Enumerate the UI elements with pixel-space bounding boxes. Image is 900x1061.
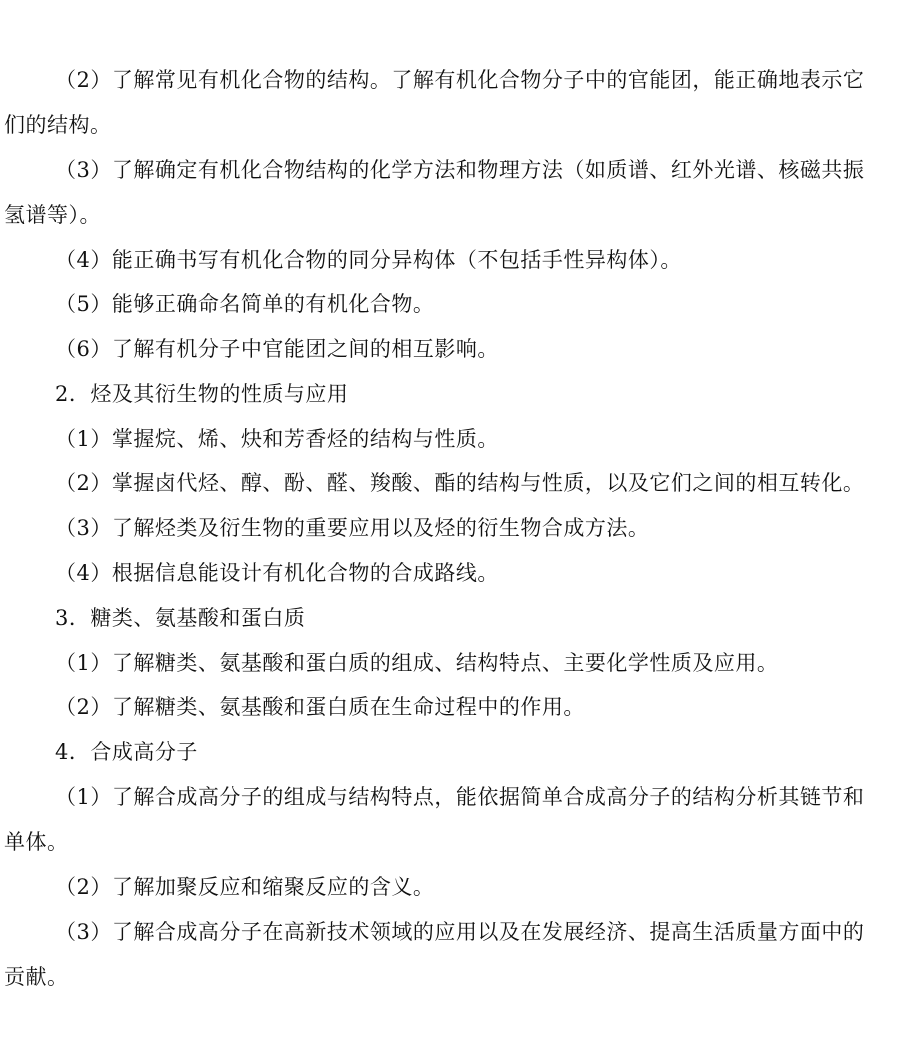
section-3-item-1: （1）了解糖类、氨基酸和蛋白质的组成、结构特点、主要化学性质及应用。 [55,651,779,675]
item-5: （5）能够正确命名简单的有机化合物。 [55,292,435,316]
section-4-item-2: （2）了解加聚反应和缩聚反应的含义。 [55,875,435,899]
section-4-heading: 4．合成高分子 [55,740,198,764]
section-4-item-1-line-2: 单体。 [4,830,69,854]
section-3-heading: 3．糖类、氨基酸和蛋白质 [55,606,306,630]
section-4-item-3-line-1: （3）了解合成高分子在高新技术领域的应用以及在发展经济、提高生活质量方面中的 [55,920,865,944]
section-4-item-1-line-1: （1）了解合成高分子的组成与结构特点，能依据简单合成高分子的结构分析其链节和 [55,785,865,809]
item-4: （4）能正确书写有机化合物的同分异构体（不包括手性异构体）。 [55,248,682,272]
section-2-item-1: （1）掌握烷、烯、炔和芳香烃的结构与性质。 [55,427,499,451]
item-3-line-1: （3）了解确定有机化合物结构的化学方法和物理方法（如质谱、红外光谱、核磁共振 [55,158,865,182]
section-2-item-3: （3）了解烃类及衍生物的重要应用以及烃的衍生物合成方法。 [55,516,650,540]
item-6: （6）了解有机分子中官能团之间的相互影响。 [55,337,499,361]
section-2-item-2: （2）掌握卤代烃、醇、酚、醛、羧酸、酯的结构与性质，以及它们之间的相互转化。 [55,471,865,495]
section-2-item-4: （4）根据信息能设计有机化合物的合成路线。 [55,561,499,585]
item-2-line-2: 们的结构。 [4,113,112,137]
section-3-item-2: （2）了解糖类、氨基酸和蛋白质在生命过程中的作用。 [55,695,585,719]
section-4-item-3-line-2: 贡献。 [4,965,69,989]
section-2-heading: 2．烃及其衍生物的性质与应用 [55,382,349,406]
item-2-line-1: （2）了解常见有机化合物的结构。了解有机化合物分子中的官能团，能正确地表示它 [55,68,865,92]
item-3-line-2: 氢谱等）。 [4,203,101,227]
